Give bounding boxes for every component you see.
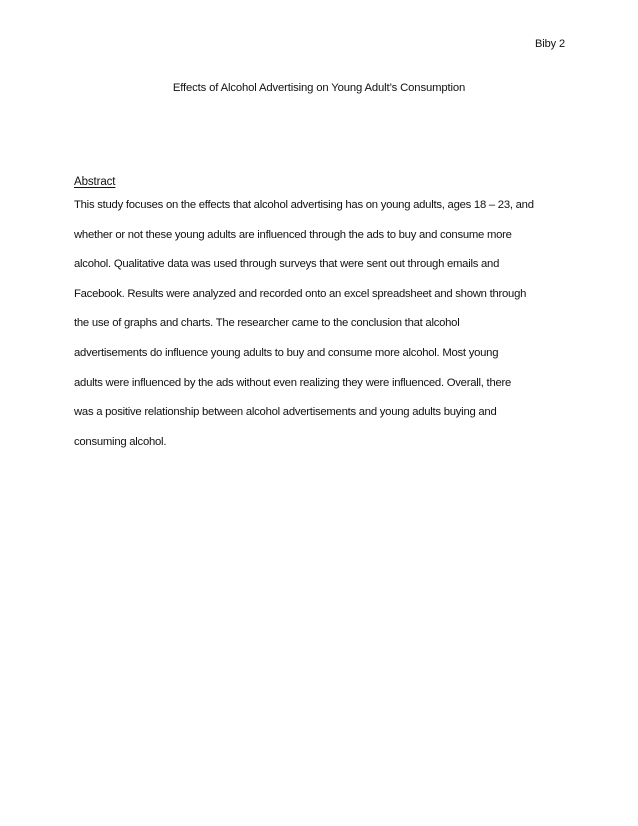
abstract-body — [74, 198, 566, 464]
abstract-line: was a positive relationship between alcohol advertisements and young adults buying and — [74, 406, 497, 419]
abstract-heading: Abstract — [74, 176, 116, 188]
abstract-line: consuming alcohol. — [74, 435, 167, 448]
abstract-line: whether or not these young adults are influenced through the ads to buy and consume more — [74, 228, 512, 241]
abstract-line: alcohol. Qualitative data was used through surveys that were sent out through emails and — [74, 258, 500, 271]
abstract-line: Facebook. Results were analyzed and recorded onto an excel spreadsheet and shown through — [74, 287, 527, 300]
abstract-line: This study focuses on the effects that alcohol advertising has on young adults, ages 18 – 23, and — [74, 199, 534, 211]
paper-title: Effects of Alcohol Advertising on Young Adult’s Consumption — [172, 82, 466, 94]
abstract-line: the use of graphs and charts. The researcher came to the conclusion that alcohol — [74, 317, 460, 330]
abstract-line: adults were influenced by the ads without even realizing they were influenced. Overall, there — [74, 376, 512, 389]
abstract-line: advertisements do influence young adults to buy and consume more alcohol. Most young — [74, 346, 499, 359]
running-head-page-number: Biby 2 — [535, 38, 565, 50]
